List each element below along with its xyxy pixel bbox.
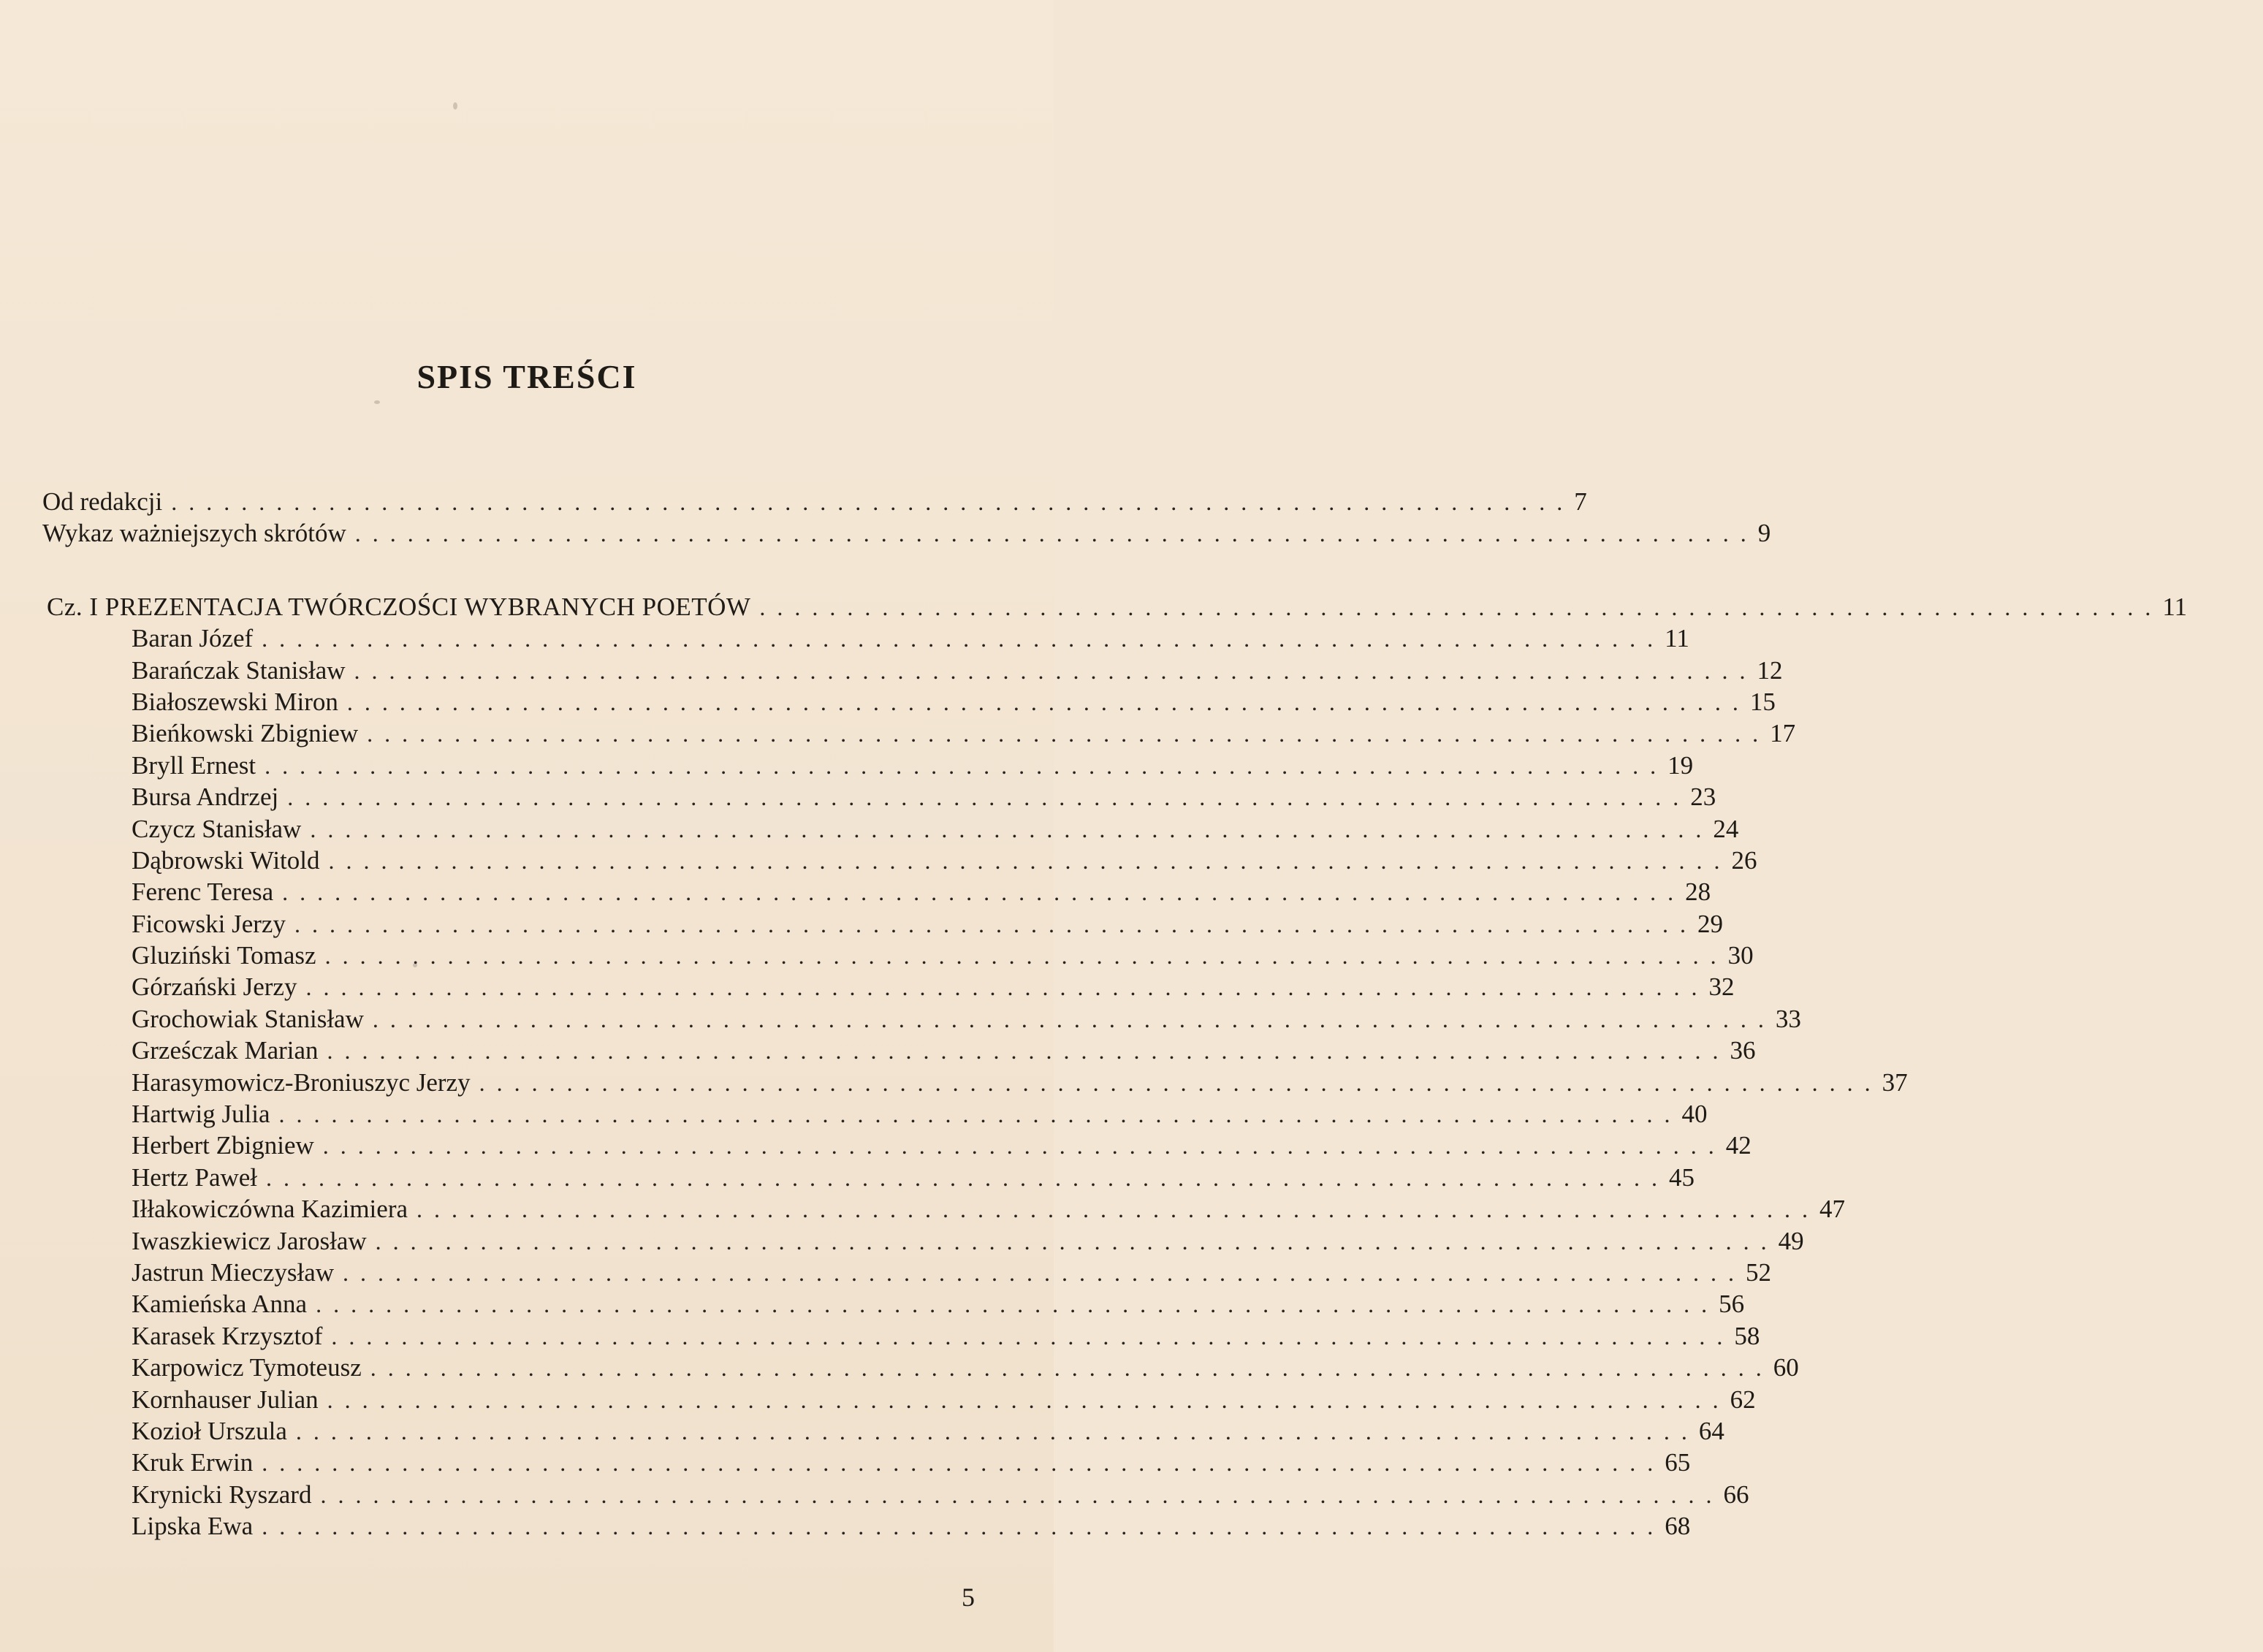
dot-leader: ................................................................................ [310,815,1714,842]
entry-page-number: 26 [1731,845,1757,875]
page-title: SPIS TREŚCI [417,357,637,395]
entry-label: Hertz Paweł [132,1162,258,1192]
entry-page-number: 42 [1725,1131,1752,1160]
entry-page-number: 9 [1757,519,1771,548]
toc-entry-row [0,813,1739,845]
entry-label: Harasymowicz-Broniuszyc Jerzy [132,1067,471,1097]
toc-entry-row [0,1352,1799,1383]
dot-leader: ................................................................................ [282,879,1686,906]
toc-entry-row [0,845,1757,876]
dot-leader: ................................................................................ [343,1259,1746,1286]
dot-leader: ................................................................................ [346,688,1750,715]
entry-page-number: 33 [1775,1004,1801,1033]
entry-label: Kamieńska Anna [132,1290,308,1319]
dot-leader: ................................................................................ [479,1069,1882,1096]
entry-label: Iłłakowiczówna Kazimiera [132,1195,408,1224]
toc-entry-row [0,1479,1749,1510]
toc-entry-row [0,1510,1691,1542]
dot-leader: ................................................................................ [262,1513,1665,1540]
entry-page-number: 64 [1698,1416,1724,1445]
toc-entry-row [0,1447,1691,1478]
dot-leader: ................................................................................ [354,657,1757,684]
entry-page-number: 12 [1757,655,1783,685]
entry-page-number: 29 [1697,909,1723,938]
dot-leader: ................................................................................ [295,1417,1699,1444]
toc-entry-row [0,1162,1695,1193]
entry-label: Baran Józef [132,624,254,653]
dot-leader: ................................................................................ [370,1355,1773,1382]
section-heading-row [0,591,2188,623]
dot-leader: ................................................................................ [327,1386,1730,1413]
entry-page-number: 45 [1669,1162,1695,1192]
dot-leader: ................................................................................ [331,1322,1735,1350]
entry-page-number: 11 [1665,624,1689,653]
toc-entry-row [0,1288,1745,1320]
dot-leader: ................................................................................ [324,943,1728,970]
entry-label: Ficowski Jerzy [132,909,286,938]
entry-page-number: 58 [1734,1321,1760,1350]
dot-leader: ................................................................................ [294,910,1697,937]
entry-label: Kornhauser Julian [132,1385,319,1414]
toc-entry-row [0,876,1711,907]
dot-leader: ................................................................................ [305,974,1709,1001]
entry-page-number: 47 [1819,1195,1846,1224]
section-heading: Cz. I PREZENTACJA TWÓRCZOŚCI WYBRANYCH POETÓW [47,592,751,621]
toc-entry-row [0,1225,1804,1257]
entry-page-number: 17 [1770,719,1796,748]
entry-label: Ferenc Teresa [132,878,274,907]
toc-entry-row [0,971,1735,1002]
entry-page-number: 40 [1681,1100,1708,1129]
entry-label: Grześczak Marian [132,1036,319,1065]
entry-label: Bieńkowski Zbigniew [132,719,359,748]
paper-speck [453,102,457,110]
entry-page-number: 60 [1773,1353,1799,1382]
entry-page-number: 37 [1882,1067,1908,1097]
entry-label: Krynicki Ryszard [132,1480,312,1509]
table-of-contents [0,486,2188,1542]
front-matter-row [0,517,1771,549]
dot-leader: ................................................................................ [265,752,1668,779]
dot-leader: ................................................................................ [375,1227,1779,1255]
entry-page-number: 66 [1723,1480,1749,1509]
entry-page-number: 28 [1685,878,1711,907]
front-matter-row [0,486,1587,517]
entry-label: Karpowicz Tymoteusz [132,1353,362,1382]
dot-leader: ................................................................................ [278,1101,1682,1128]
toc-entry-row [0,1067,1908,1098]
entry-label: Górzański Jerzy [132,972,297,1002]
toc-entry-row [0,623,1689,654]
entry-label: Bursa Andrzej [132,783,279,812]
dot-leader: ................................................................................ [367,720,1771,747]
dot-leader: ................................................................................ [372,1005,1776,1032]
entry-page-number: 49 [1778,1226,1804,1255]
dot-leader: ................................................................................ [417,1196,1820,1223]
entry-label: Hartwig Julia [132,1100,270,1129]
dot-leader: ................................................................................ [266,1164,1670,1191]
entry-page-number: 52 [1746,1257,1772,1287]
entry-label: Czycz Stanisław [132,814,302,843]
entry-label: Od redakcji [42,487,163,516]
toc-entry-row [0,686,1776,717]
toc-entry-row [0,1415,1724,1447]
entry-label: Kruk Erwin [132,1448,254,1477]
dot-leader: ................................................................................ [328,847,1732,874]
section-page-number: 11 [2162,592,2188,621]
entry-page-number: 19 [1667,750,1694,780]
entry-label: Barańczak Stanisław [132,655,346,685]
folio-page-number: 5 [962,1583,975,1612]
dot-leader: ................................................................................ [287,784,1691,811]
dot-leader: ................................................................................ [262,625,1665,652]
toc-entry-row [0,781,1716,812]
entry-page-number: 62 [1730,1385,1756,1414]
toc-entry-row [0,940,1754,971]
entry-label: Lipska Ewa [132,1512,254,1541]
dot-leader: ................................................................................ [262,1450,1665,1477]
toc-entry-row [0,908,1723,940]
entry-label: Jastrun Mieczysław [132,1257,335,1287]
toc-entry-row [0,1320,1760,1352]
entry-label: Białoszewski Miron [132,687,338,716]
dot-leader: ................................................................................ [354,520,1758,547]
toc-entry-row [0,1098,1708,1130]
paper-speck [374,400,380,404]
dot-leader: ................................................................................ [320,1481,1724,1508]
entry-label: Grochowiak Stanisław [132,1004,364,1033]
entry-label: Wykaz ważniejszych skrótów [42,519,346,548]
entry-page-number: 65 [1665,1448,1691,1477]
entry-label: Herbert Zbigniew [132,1131,314,1160]
entry-label: Iwaszkiewicz Jarosław [132,1226,367,1255]
author-entry-list [0,623,1908,1542]
entry-page-number: 7 [1574,487,1587,516]
toc-entry-row [0,1035,1756,1066]
entry-label: Kozioł Urszula [132,1416,287,1445]
toc-entry-row [0,717,1796,749]
entry-page-number: 24 [1713,814,1739,843]
entry-page-number: 68 [1665,1512,1691,1541]
entry-page-number: 32 [1708,972,1735,1002]
toc-entry-row [0,1130,1752,1161]
toc-entry-row [0,1384,1756,1415]
dot-leader: ................................................................................ [322,1133,1726,1160]
toc-entry-row [0,1003,1801,1035]
entry-label: Dąbrowski Witold [132,845,320,875]
dot-leader: ................................................................................ [759,593,2163,620]
entry-page-number: 56 [1719,1290,1745,1319]
entry-page-number: 15 [1749,687,1776,716]
dot-leader: ................................................................................ [316,1291,1719,1318]
entry-label: Karasek Krzysztof [132,1321,323,1350]
entry-page-number: 23 [1690,783,1716,812]
toc-entry-row [0,750,1694,781]
entry-page-number: 30 [1727,941,1754,970]
entry-label: Gluziński Tomasz [132,941,316,970]
entry-page-number: 36 [1730,1036,1756,1065]
toc-entry-row [0,1257,1772,1288]
toc-entry-row [0,1193,1846,1225]
front-matter-list [0,486,1771,549]
dot-leader: ................................................................................ [171,489,1575,515]
entry-label: Bryll Ernest [132,750,256,780]
toc-entry-row [0,655,1783,686]
dot-leader: ................................................................................ [327,1038,1730,1065]
